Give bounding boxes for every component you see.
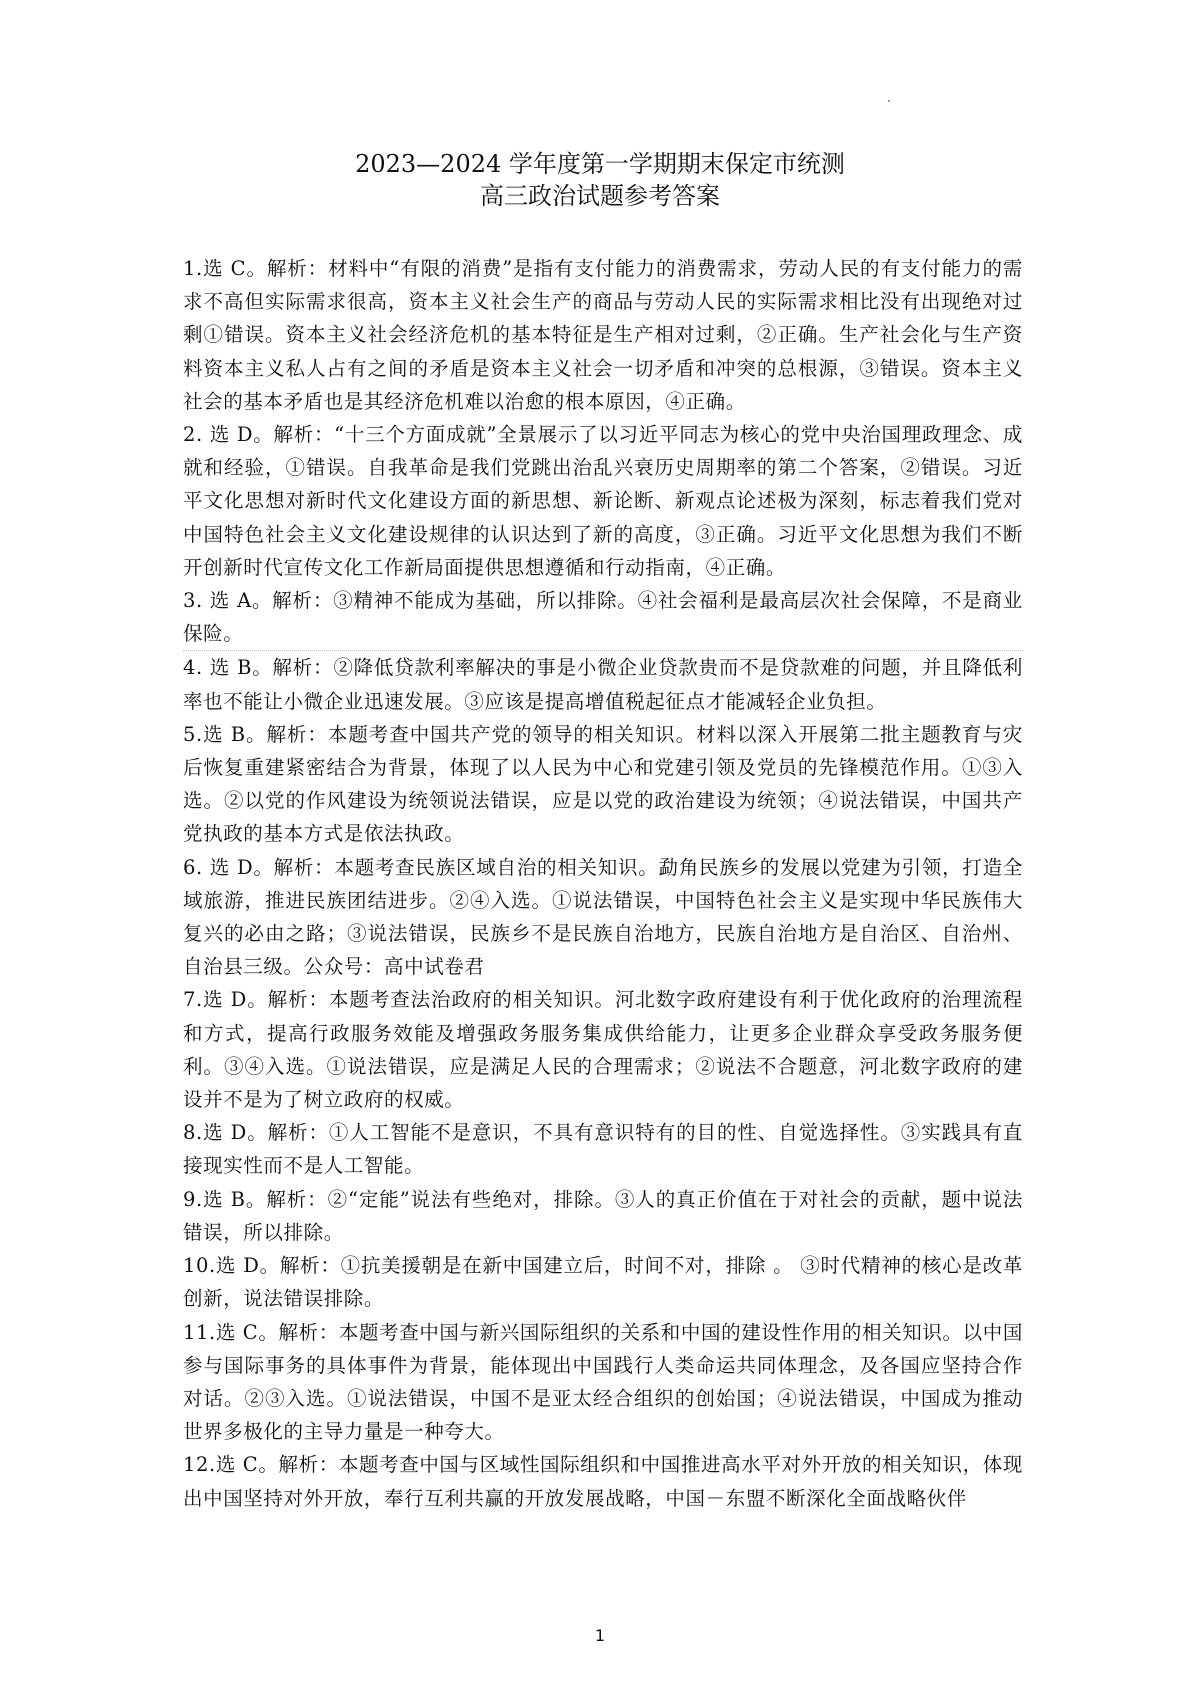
- answer-item-7: 7.选 D。解析：本题考查法治政府的相关知识。河北数字政府建设有利于优化政府的治理流程和方式，提高行政服务效能及增强政务服务集成供给能力，让更多企业群众享受政务服务便利。③④入选。①说法错误，应是满足人民的合理需求；②说法不合题意，河北数字政府的建设并不是为了树立政府的权威。: [183, 988, 1023, 1112]
- answer-item-10: 10.选 D。解析：①抗美援朝是在新中国建立后，时间不对，排除 。 ③时代精神的核心是改革创新，说法错误排除。: [183, 1254, 1023, 1311]
- answer-item-3: 3. 选 A。解析：③精神不能成为基础，所以排除。④社会福利是最高层次社会保障，不是商业保险。: [183, 584, 1023, 651]
- answer-item-1: 1.选 C。解析：材料中“有限的消费”是指有支付能力的消费需求，劳动人民的有支付能力的需求不高但实际需求很高，资本主义社会生产的商品与劳动人民的实际需求相比没有出现绝对过剩①错误。资本主义社会经济危机的基本特征是生产相对过剩，②正确。生产社会化与生产资料资本主义私人占有之间的矛盾是资本主义社会一切矛盾和冲突的总根源，③错误。资本主义社会的基本矛盾也是其经济危机难以治愈的根本原因，④正确。: [183, 257, 1023, 413]
- answer-item-2: 2. 选 D。解析：“十三个方面成就”全景展示了以习近平同志为核心的党中央治国理政理念、成就和经验，①错误。自我革命是我们党跳出治乱兴衰历史周期率的第二个答案，②错误。习近平文化思想对新时代文化建设方面的新思想、新论断、新观点论述极为深刻，标志着我们党对中国特色社会主义文化建设规律的认识达到了新的高度，③正确。习近平文化思想为我们不断开创新时代宣传文化工作新局面提供思想遵循和行动指南，④正确。: [183, 423, 1023, 579]
- answer-item-6: 6. 选 D。解析：本题考查民族区域自治的相关知识。勐角民族乡的发展以党建为引领，打造全域旅游，推进民族团结进步。②④入选。①说法错误，中国特色社会主义是实现中华民族伟大复兴的必由之路；③说法错误，民族乡不是民族自治地方，民族自治地方是自治区、自治州、自治县三级。公众号：高中试卷君: [183, 855, 1023, 979]
- page-number: 1: [594, 1626, 606, 1645]
- scan-speck: [888, 100, 890, 102]
- answer-item-8: 8.选 D。解析：①人工智能不是意识，不具有意识特有的目的性、自觉选择性。③实践具有直接现实性而不是人工智能。: [183, 1121, 1023, 1178]
- answer-item-12: 12.选 C。解析：本题考查中国与区域性国际组织和中国推进高水平对外开放的相关知识，体现出中国坚持对外开放，奉行互利共赢的开放发展战略，中国－东盟不断深化全面战略伙伴: [183, 1453, 1023, 1510]
- title-block: [0, 148, 1200, 212]
- answer-item-11: 11.选 C。解析：本题考查中国与新兴国际组织的关系和中国的建设性作用的相关知识。以中国参与国际事务的具体事件为背景，能体现出中国践行人类命运共同体理念，及各国应坚持合作对话。②③入选。①说法错误，中国不是亚太经合组织的创始国；④说法错误，中国成为推动世界多极化的主导力量是一种夸大。: [183, 1320, 1023, 1444]
- document-subtitle: 高三政治试题参考答案: [480, 182, 720, 210]
- answer-item-4: 4. 选 B。解析：②降低贷款利率解决的事是小微企业贷款贵而不是贷款难的问题，并且降低利率也不能让小微企业迅速发展。③应该是提高增值税起征点才能减轻企业负担。: [183, 656, 1023, 713]
- document-title: 2023—2024 学年度第一学期期末保定市统测: [355, 150, 845, 178]
- answer-item-5: 5.选 B。解析：本题考查中国共产党的领导的相关知识。材料以深入开展第二批主题教育与灾后恢复重建紧密结合为背景，体现了以人民为中心和党建引领及党员的先锋模范作用。①③入选。②以党的作风建设为统领说法错误，应是以党的政治建设为统领；④说法错误，中国共产党执政的基本方式是依法执政。: [183, 722, 1023, 846]
- answer-list: [183, 252, 1023, 1515]
- answer-item-9: 9.选 B。解析：②“定能”说法有些绝对，排除。③人的真正价值在于对社会的贡献，题中说法错误，所以排除。: [183, 1187, 1023, 1244]
